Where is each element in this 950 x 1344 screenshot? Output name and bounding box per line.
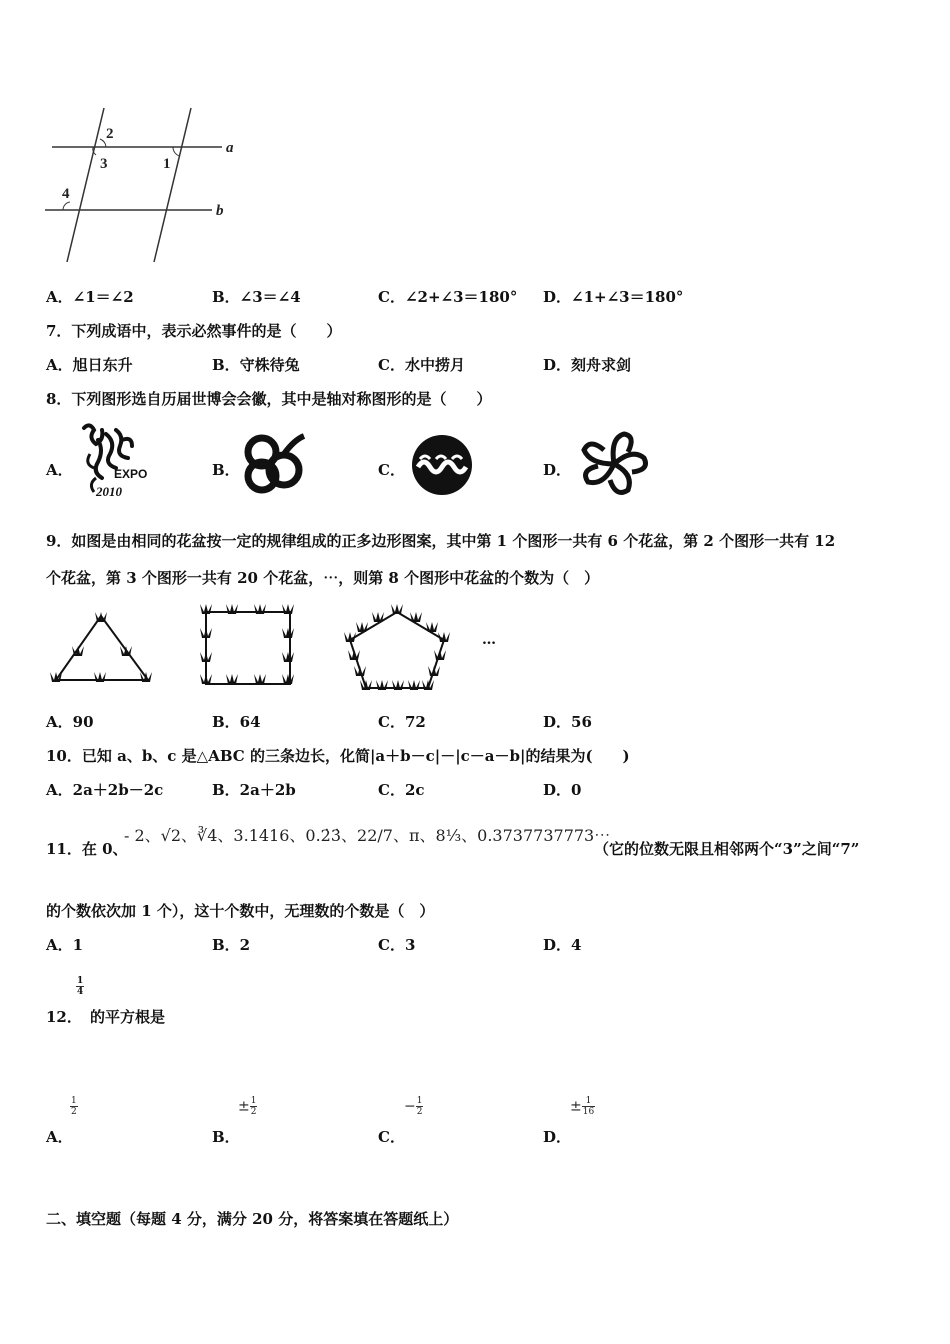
q9-stem-line2: 个花盆，第 3 个图形一共有 20 个花盆，⋯，则第 8 个图形中花盆的个数为（ ） <box>46 569 600 587</box>
label-a: a <box>226 140 234 156</box>
label-2: 2 <box>106 126 114 142</box>
q7-stem: 7．下列成语中，表示必然事件的是（ ） <box>46 322 342 340</box>
q12-option-b: B． <box>212 1128 240 1146</box>
q12-frac-num: 1 <box>77 976 84 986</box>
expo-logo-text: EXPO <box>114 467 148 481</box>
q12-option-a-math <box>70 1096 78 1117</box>
q12-option-d-math <box>570 1096 595 1117</box>
q12-d-sign: ± <box>570 1098 582 1115</box>
q11-option-b: B．2 <box>212 936 251 954</box>
q7-option-d: D．刻舟求剑 <box>543 356 632 374</box>
q10-option-d: D．0 <box>543 781 582 799</box>
q12-option-c: C． <box>378 1128 405 1146</box>
q12-c-sign: − <box>404 1098 416 1115</box>
q11-option-d: D．4 <box>543 936 582 954</box>
q6-option-a: A．∠1＝∠2 <box>46 288 134 306</box>
q7-option-c: C．水中捞月 <box>378 356 465 374</box>
q9-triangle-figure <box>46 608 156 690</box>
q8-option-a: A． <box>46 461 73 479</box>
q11-numbers: - 2、√2、∛4、3.1416、0.2̇3̇、22/7、π、8⅓、0.3737737773⋯ <box>124 826 611 845</box>
transversal-left <box>67 108 104 262</box>
angle-mark-1 <box>173 147 180 156</box>
angle-mark-4 <box>63 202 70 210</box>
q11-line2: 的个数依次加 1 个），这十个数中，无理数的个数是（ ） <box>46 902 435 920</box>
q8-stem: 8．下列图形选自历届世博会会徽，其中是轴对称图形的是（ ） <box>46 390 492 408</box>
q6-option-b: B．∠3＝∠4 <box>212 288 301 306</box>
label-3: 3 <box>100 156 108 172</box>
q8-option-d: D． <box>543 461 572 479</box>
label-b: b <box>216 203 224 219</box>
q9-ellipsis: … <box>482 632 496 648</box>
expo-logo-year: 2010 <box>96 484 122 499</box>
q8-option-b: B． <box>212 461 240 479</box>
expo-logo-d <box>574 428 654 500</box>
q12-stem: 的平方根是 <box>90 1008 166 1026</box>
expo-2010-logo <box>76 420 156 500</box>
q9-option-b: B．64 <box>212 713 261 731</box>
q10-option-a: A．2a＋2b－2c <box>46 781 164 799</box>
q12-fraction <box>76 976 84 997</box>
q6-parallel-lines-figure <box>40 100 240 270</box>
expo-logo-c <box>410 433 474 497</box>
q11-prefix: 11．在 0、 <box>46 840 128 858</box>
q12-b-den: 2 <box>250 1107 257 1117</box>
q9-square-figure <box>196 600 300 692</box>
q12-option-c-math <box>404 1096 423 1117</box>
q12-c-den: 2 <box>416 1107 423 1117</box>
q12-b-num: 1 <box>250 1096 257 1106</box>
q12-b-sign: ± <box>238 1098 250 1115</box>
q12-option-d: D． <box>543 1128 572 1146</box>
label-4: 4 <box>62 186 70 202</box>
expo-logo-b <box>240 430 310 500</box>
q12-frac-den: 4 <box>77 987 84 997</box>
q7-option-a: A．旭日东升 <box>46 356 133 374</box>
q11-option-a: A．1 <box>46 936 84 954</box>
q12-c-num: 1 <box>416 1096 423 1106</box>
q6-option-d: D．∠1+∠3＝180° <box>543 288 684 306</box>
q6-option-c: C．∠2+∠3＝180° <box>378 288 518 306</box>
q12-d-num: 1 <box>582 1096 595 1107</box>
q8-option-c: C． <box>378 461 405 479</box>
q11-suffix: （它的位数无限且相邻两个“3”之间“7” <box>594 840 860 858</box>
section-2-heading: 二、填空题（每题 4 分，满分 20 分，将答案填在答题纸上） <box>46 1210 459 1228</box>
q11-option-c: C．3 <box>378 936 416 954</box>
q9-option-d: D．56 <box>543 713 592 731</box>
q10-stem: 10．已知 a、b、c 是△ABC 的三条边长，化简|a＋b－c|－|c－a－b|的结果为( ) <box>46 747 630 765</box>
q9-stem-line1: 9．如图是由相同的花盆按一定的规律组成的正多边形图案，其中第 1 个图形一共有 6 个花盆，第 2 个图形一共有 12 <box>46 532 836 550</box>
q10-option-b: B．2a＋2b <box>212 781 296 799</box>
q12-option-b-math <box>238 1096 257 1117</box>
q12-a-den: 2 <box>71 1107 77 1117</box>
q12-a-num: 1 <box>71 1096 77 1106</box>
q12-prefix: 12． <box>46 1008 82 1026</box>
q9-option-c: C．72 <box>378 713 426 731</box>
label-1: 1 <box>163 156 171 172</box>
transversal-right <box>154 108 191 262</box>
q12-option-a: A． <box>46 1128 73 1146</box>
q9-option-a: A．90 <box>46 713 94 731</box>
q9-pentagon-figure <box>340 600 454 696</box>
q10-option-c: C．2c <box>378 781 425 799</box>
q12-d-den: 16 <box>582 1107 595 1117</box>
q7-option-b: B．守株待兔 <box>212 356 300 374</box>
